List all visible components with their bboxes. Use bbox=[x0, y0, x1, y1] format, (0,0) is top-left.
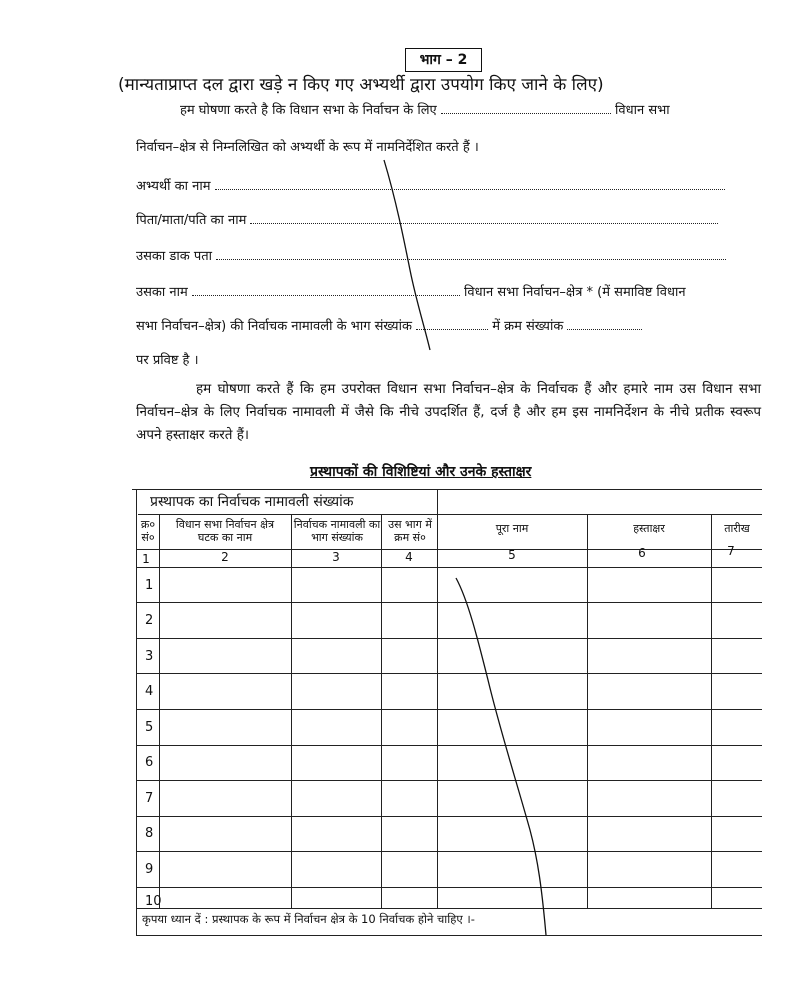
his-name-row bbox=[136, 282, 686, 300]
col-header-constituency: विधान सभा निर्वाचन क्षेत्र घटक का नाम bbox=[175, 518, 275, 544]
row-divider bbox=[136, 673, 762, 674]
declaration-line-1 bbox=[180, 100, 670, 118]
postal-address-row bbox=[136, 246, 726, 264]
col-number: 6 bbox=[638, 546, 646, 560]
col-number: 5 bbox=[508, 548, 516, 562]
line1-prefix: हम घोषणा करते है कि विधान सभा के निर्वाचन के लिए bbox=[180, 103, 437, 118]
table-row-number: 10 bbox=[145, 894, 162, 909]
row-divider bbox=[136, 602, 762, 603]
col-header-part-number: निर्वाचक नामावली का भाग संख्यांक bbox=[293, 518, 381, 544]
table-header-divider bbox=[136, 567, 762, 568]
col-number: 3 bbox=[332, 550, 340, 564]
row-divider bbox=[136, 887, 762, 888]
row-divider bbox=[136, 816, 762, 817]
postal-address-blank[interactable] bbox=[216, 247, 726, 260]
table-row-number: 2 bbox=[145, 613, 154, 628]
col-header-signature: हस्ताक्षर bbox=[633, 522, 665, 535]
candidate-name-row bbox=[136, 176, 725, 194]
declaration-paragraph bbox=[136, 378, 761, 447]
table-row-number: 6 bbox=[145, 755, 154, 770]
roll-part-text: सभा निर्वाचन–क्षेत्र) की निर्वाचक नामावली के भाग संख्यांक bbox=[136, 319, 412, 334]
col-header-sno: क्र० सं० bbox=[140, 518, 156, 544]
his-name-label: उसका नाम bbox=[136, 285, 188, 300]
table-note: कृपया ध्यान दें : प्रस्थापक के रूप में निर्वाचन क्षेत्र के 10 निर्वाचक होने चाहिए ।- bbox=[142, 912, 475, 926]
table-left-border bbox=[136, 489, 137, 935]
col-number: 2 bbox=[221, 550, 229, 564]
table-row-number: 1 bbox=[145, 578, 154, 593]
table-row-number: 8 bbox=[145, 826, 154, 841]
candidate-name-blank[interactable] bbox=[215, 177, 725, 190]
table-top-border bbox=[132, 489, 762, 490]
form-subtitle: (मान्यताप्राप्त दल द्वारा खड़े न किए गए अभ्यर्थी द्वारा उपयोग किए जाने के लिए) bbox=[118, 75, 604, 95]
parent-name-label: पिता/माता/पति का नाम bbox=[136, 213, 247, 228]
col-header-serial: उस भाग में क्रम सं० bbox=[388, 518, 432, 544]
declaration-text: हम घोषणा करते हैं कि हम उपरोक्त विधान सभा निर्वाचन–क्षेत्र के निर्वाचक हैं और हमारे नाम उस विधान सभा निर्वाचन–क्षेत्र के लिए निर्वाचक नामावली में जैसे कि नीचे उपदर्शित हैं, दर्ज है और हम इस नामनिर्देशन के नीचे प्रतीक स्वरूप अपने हस्ताक्षर करते हैं। bbox=[136, 381, 761, 443]
serial-number-blank[interactable] bbox=[567, 317, 642, 330]
column-divider bbox=[587, 514, 588, 908]
row-divider bbox=[136, 709, 762, 710]
table-row-number: 3 bbox=[145, 649, 154, 664]
postal-address-label: उसका डाक पता bbox=[136, 249, 212, 264]
col-header-date: तारीख bbox=[724, 522, 750, 535]
candidate-name-label: अभ्यर्थी का नाम bbox=[136, 179, 211, 194]
column-divider bbox=[381, 514, 382, 908]
note-bottom-border bbox=[136, 935, 762, 936]
table-bottom-border bbox=[136, 908, 762, 909]
col-number: 7 bbox=[727, 544, 735, 558]
column-divider bbox=[711, 514, 712, 908]
entered-text: पर प्रविष्ट है । bbox=[136, 353, 199, 368]
column-divider bbox=[291, 514, 292, 908]
table-row-number: 9 bbox=[145, 862, 154, 877]
col-number: 1 bbox=[142, 552, 150, 566]
table-header-divider bbox=[138, 514, 762, 515]
table-row-number: 4 bbox=[145, 684, 154, 699]
column-divider bbox=[159, 514, 160, 908]
parent-name-row bbox=[136, 210, 718, 228]
table-row-number: 5 bbox=[145, 720, 154, 735]
row-divider bbox=[136, 638, 762, 639]
row-divider bbox=[136, 780, 762, 781]
group-header: प्रस्थापक का निर्वाचक नामावली संख्यांक bbox=[150, 494, 354, 510]
row-divider bbox=[136, 851, 762, 852]
roll-part-row bbox=[136, 316, 642, 334]
part-label: भाग – 2 bbox=[405, 48, 482, 72]
constituency-blank[interactable] bbox=[441, 101, 611, 114]
table-row-number: 7 bbox=[145, 791, 154, 806]
serial-text: में क्रम संख्यांक bbox=[492, 319, 564, 334]
constituency-text: विधान सभा निर्वाचन–क्षेत्र * (में समाविष्ट विधान bbox=[464, 285, 686, 300]
col-header-full-name: पूरा नाम bbox=[495, 522, 529, 535]
parent-name-blank[interactable] bbox=[250, 211, 718, 224]
row-divider bbox=[136, 745, 762, 746]
proposers-title: प्रस्थापकों की विशिष्टियां और उनके हस्ताक्षर bbox=[310, 464, 532, 480]
col-number: 4 bbox=[405, 550, 413, 564]
declaration-line-2: निर्वाचन–क्षेत्र से निम्नलिखित को अभ्यर्थी के रूप में नामनिर्देशित करते हैं । bbox=[136, 140, 479, 155]
part-number-blank[interactable] bbox=[416, 317, 488, 330]
his-name-blank[interactable] bbox=[192, 283, 460, 296]
line1-suffix: विधान सभा bbox=[615, 103, 670, 118]
strike-line-lower bbox=[456, 578, 546, 935]
